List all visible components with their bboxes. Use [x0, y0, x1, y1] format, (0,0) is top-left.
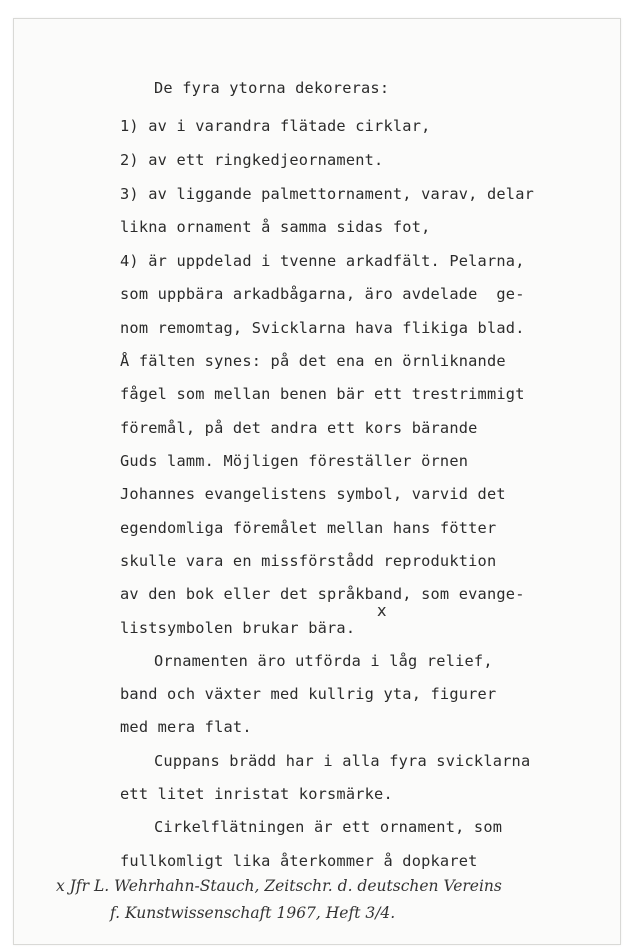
text-line: Ornamenten äro utförda i låg relief,: [154, 652, 493, 670]
text-line: nom remomtag, Svicklarna hava flikiga blad.: [120, 319, 525, 337]
text-line: av den bok eller det språkband, som evange-: [120, 585, 525, 603]
text-line: ett litet inristat korsmärke.: [120, 785, 393, 803]
footnote-mark: x: [377, 601, 387, 620]
text-line: egendomliga föremålet mellan hans fötter: [120, 519, 497, 537]
text-line: 1) av i varandra flätade cirklar,: [120, 117, 431, 135]
text-line: Cirkelflätningen är ett ornament, som: [154, 818, 503, 836]
text-line: fågel som mellan benen bär ett trestrimmigt: [120, 385, 525, 403]
text-line: 3) av liggande palmettornament, varav, delar: [120, 185, 535, 203]
document-page: [13, 18, 621, 945]
text-line: fullkomligt lika återkommer å dopkaret: [120, 852, 478, 870]
text-line: De fyra ytorna dekoreras:: [154, 79, 390, 97]
text-line: Cuppans brädd har i alla fyra svicklarna: [154, 752, 531, 770]
text-line: listsymbolen brukar bära.: [120, 619, 356, 637]
text-line: med mera flat.: [120, 718, 252, 736]
text-line: Guds lamm. Möjligen föreställer örnen: [120, 452, 469, 470]
text-line: likna ornament å samma sidas fot,: [120, 218, 431, 236]
text-line: som uppbära arkadbågarna, äro avdelade ge-: [120, 285, 525, 303]
handwritten-note-line: f. Kunstwissenschaft 1967, Heft 3/4.: [110, 904, 396, 922]
handwritten-note-line: x Jfr L. Wehrhahn-Stauch, Zeitschr. d. deutschen Vereins: [56, 877, 502, 895]
text-line: 2) av ett ringkedjeornament.: [120, 151, 384, 169]
text-line: Johannes evangelistens symbol, varvid det: [120, 485, 506, 503]
text-line: föremål, på det andra ett kors bärande: [120, 419, 478, 437]
text-line: skulle vara en missförstådd reproduktion: [120, 552, 497, 570]
text-line: 4) är uppdelad i tvenne arkadfält. Pelarna,: [120, 252, 525, 270]
text-line: Å fälten synes: på det ena en örnliknande: [120, 352, 506, 370]
text-line: band och växter med kullrig yta, figurer: [120, 685, 497, 703]
